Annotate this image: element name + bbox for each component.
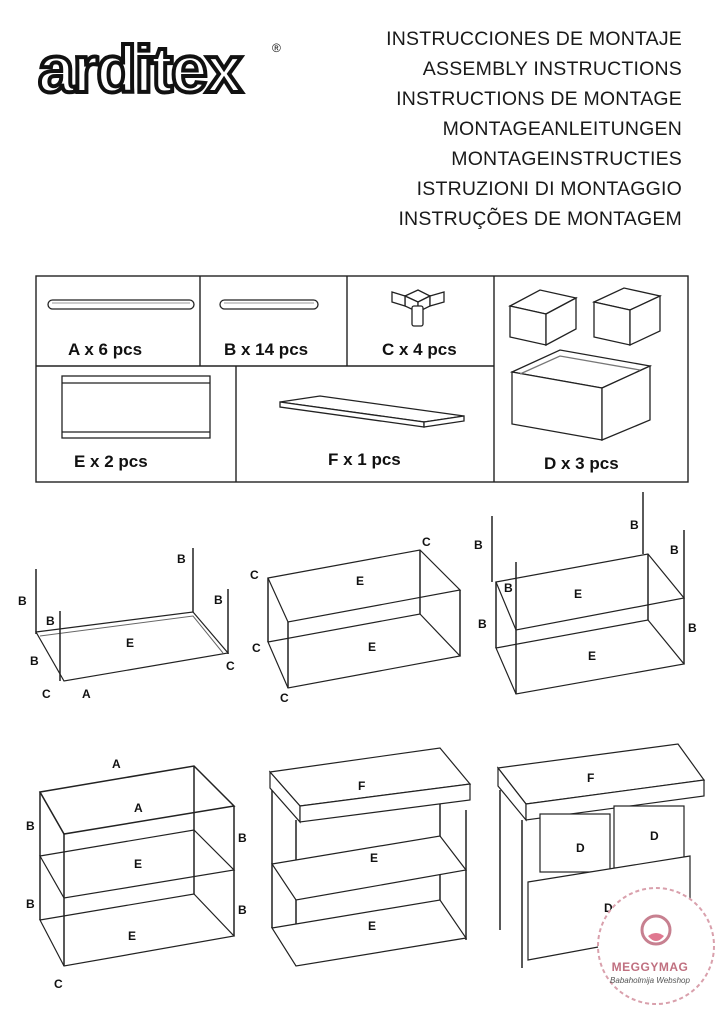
step2-label-e: E	[356, 574, 365, 588]
title-nl: MONTAGEINSTRUCTIES	[451, 148, 682, 170]
part-e-label: E x 2 pcs	[74, 452, 148, 471]
part-c-label: C x 4 pcs	[382, 340, 457, 359]
meggymag-watermark	[590, 880, 720, 1010]
step4-label-b: B	[238, 903, 247, 917]
step2-label-e: E	[368, 640, 377, 654]
step-1-diagram	[18, 548, 235, 701]
step4-label-b: B	[238, 831, 247, 845]
step3-label-b: B	[670, 543, 679, 557]
step6-label-f: F	[587, 771, 595, 785]
step3-label-b: B	[688, 621, 697, 635]
title-pt: INSTRUÇÕES DE MONTAGEM	[398, 208, 682, 230]
step4-label-a: A	[134, 801, 143, 815]
step3-label-b: B	[478, 617, 487, 631]
step1-label-b: B	[46, 614, 55, 628]
step1-label-c: C	[226, 659, 235, 673]
step3-label-b: B	[504, 581, 513, 595]
step6-label-d: D	[576, 841, 585, 855]
step2-label-c: C	[250, 568, 259, 582]
step1-label-c: C	[42, 687, 51, 701]
step1-label-e: E	[126, 636, 135, 650]
step-4-diagram	[26, 757, 247, 991]
step3-label-e: E	[588, 649, 597, 663]
title-en: ASSEMBLY INSTRUCTIONS	[422, 58, 682, 80]
part-b-label: B x 14 pcs	[224, 340, 309, 359]
step2-label-c: C	[422, 535, 431, 549]
logo-wordmark: arditex	[38, 36, 241, 106]
part-d-label: D x 3 pcs	[544, 454, 619, 473]
step1-label-b: B	[18, 594, 27, 608]
watermark-tagline: Babaholmija Webshop	[610, 976, 690, 985]
step3-label-b: B	[630, 518, 639, 532]
step4-label-b: B	[26, 897, 35, 911]
step5-label-e: E	[370, 851, 379, 865]
title-it: ISTRUZIONI DI MONTAGGIO	[416, 178, 682, 200]
step5-label-e: E	[368, 919, 377, 933]
step6-label-d: D	[604, 901, 613, 915]
registered-mark: ®	[272, 41, 281, 55]
step3-label-e: E	[574, 587, 583, 601]
title-de: MONTAGEANLEITUNGEN	[442, 118, 682, 140]
step2-label-c: C	[280, 691, 289, 705]
step-2-diagram	[250, 535, 460, 705]
part-a-label: A x 6 pcs	[68, 340, 143, 359]
title-fr: INSTRUCTIONS DE MONTAGE	[396, 88, 682, 110]
step4-label-c: C	[54, 977, 63, 991]
step-3-diagram	[474, 492, 697, 694]
step1-label-b: B	[177, 552, 186, 566]
step1-label-b: B	[214, 593, 223, 607]
step-5-diagram	[270, 748, 470, 966]
watermark-brand: MEGGYMAG	[611, 960, 689, 974]
step2-label-c: C	[252, 641, 261, 655]
step4-label-b: B	[26, 819, 35, 833]
step4-label-a: A	[112, 757, 121, 771]
step6-label-d: D	[650, 829, 659, 843]
step5-label-f: F	[358, 779, 366, 793]
step4-label-e: E	[134, 857, 143, 871]
step3-label-b: B	[474, 538, 483, 552]
step4-label-e: E	[128, 929, 137, 943]
title-es: INSTRUCCIONES DE MONTAJE	[386, 28, 682, 50]
step1-label-b: B	[30, 654, 39, 668]
step1-label-a: A	[82, 687, 91, 701]
part-f-label: F x 1 pcs	[328, 450, 401, 469]
